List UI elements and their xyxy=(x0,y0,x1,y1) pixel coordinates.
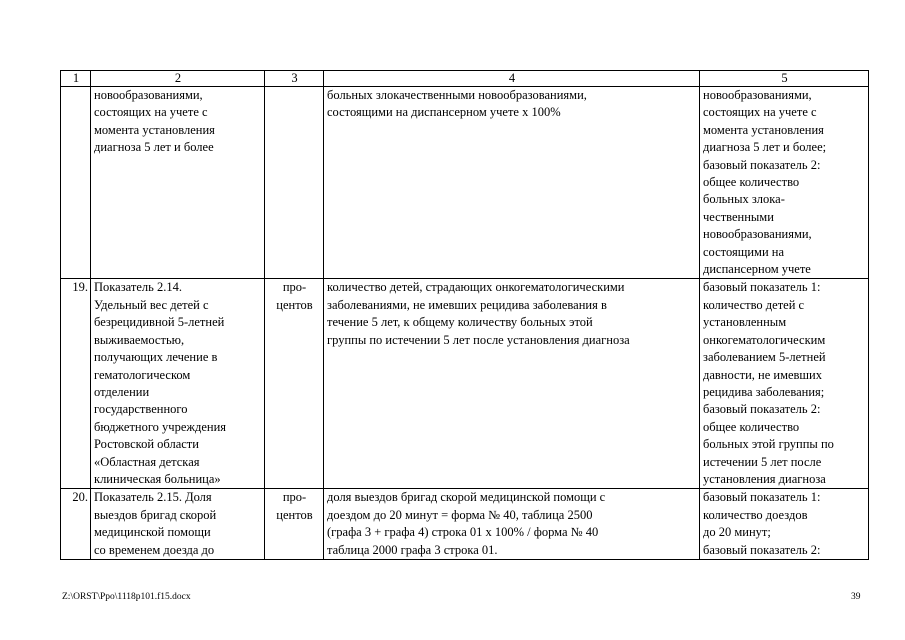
base-indicators-cell xyxy=(700,489,869,560)
text-line: таблица 2000 графа 3 строка 01. xyxy=(327,542,498,557)
formula-cell xyxy=(324,87,700,279)
text-line: безрецидивной 5-летней xyxy=(94,315,225,330)
text-line: центов xyxy=(276,297,313,312)
header-cell-4: 4 xyxy=(324,71,700,87)
row-number: 19. xyxy=(61,279,91,489)
text-line: про- xyxy=(282,490,307,505)
text-line: больных этой группы по xyxy=(703,437,834,452)
text-line: диагноза 5 лет и более; xyxy=(703,140,827,155)
text-line: медицинской помощи xyxy=(94,525,211,540)
row-number xyxy=(61,87,91,279)
text-line: установленным xyxy=(703,315,787,330)
table-body xyxy=(61,71,869,560)
text-line: со временем доезда до xyxy=(94,542,215,557)
text-line: до 20 минут; xyxy=(703,525,771,540)
indicator-name-cell xyxy=(91,87,265,279)
text-line: отделении xyxy=(94,384,150,399)
base-indicators-cell xyxy=(700,279,869,489)
page-number: 39 xyxy=(851,592,861,602)
formula-cell xyxy=(324,279,700,489)
text-line: доля выездов бригад скорой медицинской помощи с xyxy=(327,490,606,505)
text-line: количество детей, страдающих онкогематологическими xyxy=(327,280,625,295)
text-line: момента установления xyxy=(703,122,824,137)
text-line: Показатель 2.14. xyxy=(94,280,182,295)
table-row xyxy=(61,279,869,489)
text-line: общее количество xyxy=(703,175,800,190)
text-line: диспансерном учете xyxy=(703,262,811,277)
unit-cell xyxy=(265,87,324,279)
indicator-name-cell xyxy=(91,279,265,489)
text-line: центов xyxy=(276,507,313,522)
text-line: больных злокачественными новообразованиями, xyxy=(327,88,587,102)
text-line: базовый показатель 2: xyxy=(703,402,821,417)
indicator-name-cell xyxy=(91,489,265,560)
text-line: базовый показатель 2: xyxy=(703,157,821,172)
base-indicators-cell xyxy=(700,87,869,279)
text-line: чественными xyxy=(703,209,774,224)
text-line: состоящих на учете с xyxy=(94,105,208,120)
text-line: новообразованиями, xyxy=(703,88,812,102)
text-line: группы по истечении 5 лет после установления диагноза xyxy=(327,332,630,347)
text-line: базовый показатель 2: xyxy=(703,542,821,557)
text-line: установления диагноза xyxy=(703,471,826,486)
text-line: государственного xyxy=(94,402,188,417)
header-row xyxy=(61,71,869,87)
text-line: новообразованиями, xyxy=(703,227,812,242)
text-line: момента установления xyxy=(94,122,215,137)
text-line: клиническая больница» xyxy=(94,471,221,486)
text-line: бюджетного учреждения xyxy=(94,419,227,434)
text-line: общее количество xyxy=(703,419,800,434)
text-line: получающих лечение в xyxy=(94,350,218,365)
formula-cell xyxy=(324,489,700,560)
text-line: заболеванием 5-летней xyxy=(703,350,826,365)
text-line: состоящих на учете с xyxy=(703,105,817,120)
text-line: заболеваниями, не имевших рецидива заболевания в xyxy=(327,297,607,312)
footer-file-path: Z:\ORST\Ppo\1118p101.f15.docx xyxy=(62,592,191,602)
text-line: выездов бригад скорой xyxy=(94,507,217,522)
text-line: новообразованиями, xyxy=(94,88,203,102)
text-line: состоящими на xyxy=(703,244,784,259)
text-line: давности, не имевших xyxy=(703,367,822,382)
text-line: количество детей с xyxy=(703,297,805,312)
text-line: про- xyxy=(282,280,307,295)
unit-cell xyxy=(265,279,324,489)
header-cell-3: 3 xyxy=(265,71,324,87)
row-number: 20. xyxy=(61,489,91,560)
text-line: состоящими на диспансерном учете х 100% xyxy=(327,105,561,120)
text-line: выживаемостью, xyxy=(94,332,185,347)
text-line: Ростовской области xyxy=(94,437,199,452)
text-line: течение 5 лет, к общему количеству больных этой xyxy=(327,315,593,330)
text-line: «Областная детская xyxy=(94,454,200,469)
text-line: базовый показатель 1: xyxy=(703,490,821,505)
text-line: доездом до 20 минут = форма № 40, таблица 2500 xyxy=(327,507,593,522)
text-line: Показатель 2.15. Доля xyxy=(94,490,212,505)
table-row xyxy=(61,87,869,279)
text-line: Удельный вес детей с xyxy=(94,297,209,312)
text-line: больных злока- xyxy=(703,192,785,207)
text-line: количество доездов xyxy=(703,507,808,522)
text-line: базовый показатель 1: xyxy=(703,280,821,295)
header-cell-1: 1 xyxy=(61,71,91,87)
unit-cell xyxy=(265,489,324,560)
text-line: (графа 3 + графа 4) строка 01 х 100% / форма № 40 xyxy=(327,525,599,540)
table-row xyxy=(61,489,869,560)
text-line: рецидива заболевания; xyxy=(703,384,825,399)
header-cell-2: 2 xyxy=(91,71,265,87)
indicator-table xyxy=(60,70,869,560)
text-line: диагноза 5 лет и более xyxy=(94,140,214,155)
header-cell-5: 5 xyxy=(700,71,869,87)
text-line: гематологическом xyxy=(94,367,191,382)
text-line: истечении 5 лет после xyxy=(703,454,822,469)
text-line: онкогематологическим xyxy=(703,332,826,347)
